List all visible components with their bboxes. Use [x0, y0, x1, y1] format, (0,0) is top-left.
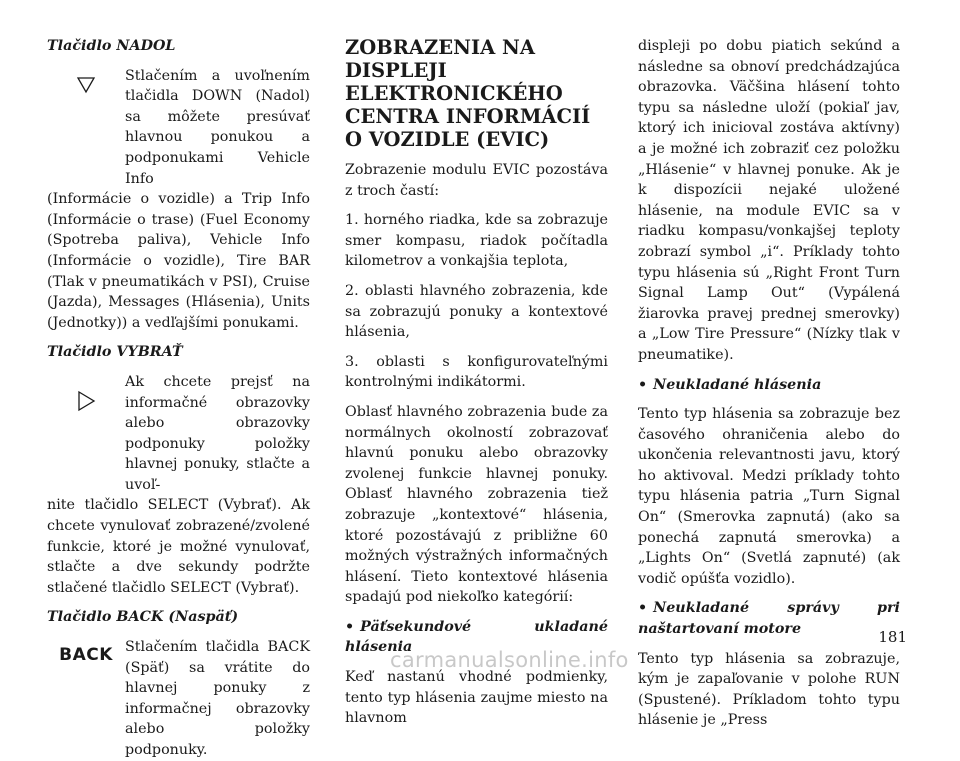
paragraph-unstored: Tento typ hlásenia sa zobrazuje bez časového ohraničenia alebo do ukončenia relevantnosti javu, ktorý ho aktivoval. Medzi príklady tohto typu hlásenia patria „Turn Signal On“ (Smerovka zapnutá) (ako sa ponechá zapnutá smerovka) a „Lights On“ (Svetlá zapnuté) (ak vodič opúšťa vozidlo). [638, 406, 900, 587]
back-button-text: Stlačením tlačidla BACK (Späť) sa vrátite do hlavnej ponuky z informačnej obrazovky alebo položky podponuky. [125, 639, 310, 758]
paragraph-five-second: Keď nastanú vhodné podmienky, tento typ hlásenia zaujme miesto na hlavnom [345, 669, 608, 727]
triangle-down-icon [47, 66, 125, 101]
select-button-text-continued: nite tlačidlo SELECT (Vybrať). Ak chcete vynulovať zobrazené/zvolené funkcie, ktoré je možné vynulovať, stlačte a dve sekundy podržte stlačené tlačidlo SELECT (Vybrať). [47, 497, 310, 596]
select-button-description [47, 372, 310, 496]
bullet-engine-start-label: Neukladané správy pri naštartovaní motore [638, 600, 900, 638]
down-button-heading: Tlačidlo NADOL [47, 38, 176, 54]
paragraph-item-3: 3. oblasti s konfigurovateľnými kontrolnými indikátormi. [345, 353, 608, 391]
paragraph-continued: displeji po dobu piatich sekúnd a následne sa obnoví predchádzajúca obrazovka. Väčšina hlásení tohto typu sa následne uloží (pokiaľ jav, ktorý ich inicioval zostáva aktívny) a je možné ich zobraziť cez položku „Hlásenie“ v hlavnej ponuke. Ak je k dispozícii nejaké uložené hlásenie, na module EVIC sa v riadku kompasu/vonkajšej teploty zobrazí symbol „i“. Príklady tohto typu hlásenia sú „Right Front Turn Signal Lamp Out“ (Vypálená žiarovka pravej prednej smerovky) a „Low Tire Pressure“ (Nízky tlak v pneumatike). [638, 38, 900, 363]
paragraph-main-display: Oblasť hlavného zobrazenia bude za normálnych okolností zobrazovať hlavnú ponuku alebo obrazovky zvolenej funkcie hlavnej ponuky. Oblasť hlavného zobrazenia tiež zobrazuje „kontextové“ hlásenia, ktoré pozostávajú z približne 60 možných výstražných informačných hlásení. Tieto kontextové hlásenia spadajú pod niekoľko kategórií: [345, 403, 608, 606]
paragraph-item-2: 2. oblasti hlavného zobrazenia, kde sa zobrazujú ponuky a kontextové hlásenia, [345, 282, 608, 341]
paragraph-item-1: 1. horného riadka, kde sa zobrazuje smer kompasu, riadok počítadla kilometrov a vonkajšia teplota, [345, 212, 608, 270]
section-title: ZOBRAZENIA NA DISPLEJI ELEKTRONICKÉHO CENTRA INFORMÁCIÍ O VOZIDLE (EVIC) [345, 36, 591, 151]
down-button-text: Stlačením a uvoľnením tlačidla DOWN (Nadol) sa môžete presúvať hlavnou ponukou a podponukami Vehicle Info [125, 67, 310, 187]
back-button-heading: Tlačidlo BACK (Naspäť) [47, 609, 239, 626]
back-label-icon [47, 637, 125, 667]
bullet-five-second-messages: • Päťsekundové ukladané hlásenia [345, 618, 608, 656]
bullet-engine-start-messages: • Neukladané správy pri naštartovaní motore [638, 600, 900, 638]
down-button-text-continued: (Informácie o vozidle) a Trip Info (Informácie o trase) (Fuel Economy (Spotreba paliva), Vehicle Info (Informácie o vozidle), Tire BAR (Tlak v pneumatikách v PSI), Cruise (Jazda), Messages (Hlásenia), Units (Jednotky)) a vedľajšími ponukami. [47, 191, 310, 331]
select-button-heading: Tlačidlo VYBRAŤ [47, 344, 183, 361]
watermark: carmanualsonline.info [390, 648, 629, 672]
triangle-right-icon [47, 372, 125, 419]
back-icon-label: BACK [59, 645, 113, 666]
page-number: 181 [878, 628, 907, 646]
bullet-unstored-label: Neukladané hlásenia [653, 376, 822, 393]
paragraph-intro: Zobrazenie modulu EVIC pozostáva z troch častí: [345, 162, 608, 199]
select-button-text: Ak chcete prejsť na informačné obrazovky alebo obrazovky podponuky položky hlavnej ponuky, stlačte a uvoľ- [125, 373, 310, 493]
bullet-five-second-label: Päťsekundové ukladané hlásenia [345, 618, 608, 656]
back-button-description [47, 637, 310, 761]
down-button-description [47, 66, 310, 190]
bullet-unstored-messages: • Neukladané hlásenia [638, 376, 822, 393]
column-middle [345, 36, 608, 738]
column-left [47, 36, 310, 761]
paragraph-engine-start: Tento typ hlásenia sa zobrazuje, kým je zapaľovanie v polohe RUN (Spustené). Príkladom tohto typu hlásenie je „Press [638, 650, 900, 729]
column-right [638, 36, 900, 740]
